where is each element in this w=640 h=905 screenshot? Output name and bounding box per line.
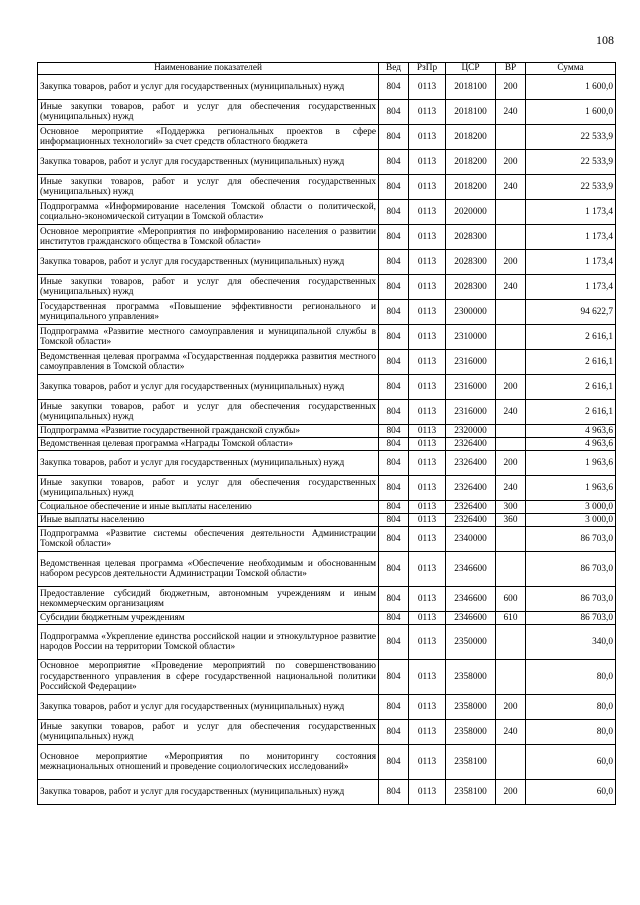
table-row <box>38 476 616 501</box>
row-ved-cell: 804 <box>379 300 409 325</box>
row-rzpr-cell: 0113 <box>409 150 446 175</box>
row-ved-cell: 804 <box>379 695 409 720</box>
table-row <box>38 695 616 720</box>
row-name-cell: Закупка товаров, работ и услуг для государственных (муниципальных) нужд <box>38 451 379 476</box>
row-vr-cell: 600 <box>496 587 526 612</box>
row-sum-cell: 4 963,6 <box>526 438 616 451</box>
table-row <box>38 514 616 527</box>
row-rzpr-cell: 0113 <box>409 514 446 527</box>
row-rzpr-cell: 0113 <box>409 527 446 552</box>
row-vr-cell: 300 <box>496 501 526 514</box>
row-csr-cell: 2326400 <box>446 501 496 514</box>
row-ved-cell: 804 <box>379 375 409 400</box>
row-csr-cell: 2300000 <box>446 300 496 325</box>
row-rzpr-cell: 0113 <box>409 425 446 438</box>
row-vr-cell: 200 <box>496 695 526 720</box>
row-sum-cell: 1 173,4 <box>526 200 616 225</box>
row-vr-cell <box>496 745 526 780</box>
row-ved-cell: 804 <box>379 75 409 100</box>
header-ved: Вед <box>379 63 409 75</box>
table-body <box>38 75 616 805</box>
row-sum-cell: 86 703,0 <box>526 612 616 625</box>
row-sum-cell: 86 703,0 <box>526 552 616 587</box>
row-name-cell: Иные закупки товаров, работ и услуг для обеспечения государственных (муниципальных) нужд <box>38 720 379 745</box>
row-rzpr-cell: 0113 <box>409 476 446 501</box>
row-ved-cell: 804 <box>379 552 409 587</box>
row-csr-cell: 2340000 <box>446 527 496 552</box>
row-rzpr-cell: 0113 <box>409 300 446 325</box>
row-name-cell: Основное мероприятие «Мероприятия по информированию населения о развитии институтов гражданского общества в Томской области» <box>38 225 379 250</box>
row-rzpr-cell: 0113 <box>409 175 446 200</box>
row-csr-cell: 2358100 <box>446 780 496 805</box>
table-row <box>38 300 616 325</box>
row-name-cell: Предоставление субсидий бюджетным, автономным учреждениям и иным некоммерческим организациям <box>38 587 379 612</box>
table-row <box>38 501 616 514</box>
row-ved-cell: 804 <box>379 612 409 625</box>
budget-table <box>37 62 616 805</box>
row-sum-cell: 80,0 <box>526 660 616 695</box>
row-rzpr-cell: 0113 <box>409 451 446 476</box>
table-row <box>38 451 616 476</box>
row-sum-cell: 80,0 <box>526 695 616 720</box>
row-rzpr-cell: 0113 <box>409 438 446 451</box>
row-sum-cell: 4 963,6 <box>526 425 616 438</box>
table-row <box>38 225 616 250</box>
row-vr-cell <box>496 438 526 451</box>
row-vr-cell: 360 <box>496 514 526 527</box>
header-sum: Сумма <box>526 63 616 75</box>
row-name-cell: Закупка товаров, работ и услуг для государственных (муниципальных) нужд <box>38 375 379 400</box>
row-name-cell: Основное мероприятие «Мероприятия по мониторингу состояния межнациональных отношений и проведение социологических исследований» <box>38 745 379 780</box>
table-row <box>38 75 616 100</box>
row-ved-cell: 804 <box>379 325 409 350</box>
row-name-cell: Закупка товаров, работ и услуг для государственных (муниципальных) нужд <box>38 780 379 805</box>
row-sum-cell: 2 616,1 <box>526 400 616 425</box>
row-name-cell: Основное мероприятие «Проведение мероприятий по совершенствованию государственного управления в сфере государственной национальной политики Российской Федерации» <box>38 660 379 695</box>
row-csr-cell: 2346600 <box>446 587 496 612</box>
row-rzpr-cell: 0113 <box>409 100 446 125</box>
row-rzpr-cell: 0113 <box>409 325 446 350</box>
row-sum-cell: 3 000,0 <box>526 514 616 527</box>
row-csr-cell: 2028300 <box>446 275 496 300</box>
row-name-cell: Подпрограмма «Информирование населения Томской области о политической, социально-экономической ситуации в Томской области» <box>38 200 379 225</box>
row-ved-cell: 804 <box>379 745 409 780</box>
row-vr-cell: 200 <box>496 780 526 805</box>
row-vr-cell: 200 <box>496 451 526 476</box>
row-csr-cell: 2326400 <box>446 476 496 501</box>
row-ved-cell: 804 <box>379 438 409 451</box>
row-ved-cell: 804 <box>379 150 409 175</box>
row-name-cell: Подпрограмма «Развитие системы обеспечения деятельности Администрации Томской области» <box>38 527 379 552</box>
row-rzpr-cell: 0113 <box>409 625 446 660</box>
row-sum-cell: 3 000,0 <box>526 501 616 514</box>
row-sum-cell: 1 173,4 <box>526 250 616 275</box>
row-ved-cell: 804 <box>379 780 409 805</box>
row-csr-cell: 2358000 <box>446 695 496 720</box>
row-csr-cell: 2346600 <box>446 612 496 625</box>
row-ved-cell: 804 <box>379 200 409 225</box>
row-rzpr-cell: 0113 <box>409 75 446 100</box>
row-vr-cell: 240 <box>496 175 526 200</box>
table-row <box>38 625 616 660</box>
header-row <box>38 63 616 75</box>
row-vr-cell <box>496 200 526 225</box>
row-name-cell: Иные закупки товаров, работ и услуг для обеспечения государственных (муниципальных) нужд <box>38 100 379 125</box>
row-rzpr-cell: 0113 <box>409 400 446 425</box>
row-rzpr-cell: 0113 <box>409 780 446 805</box>
row-vr-cell <box>496 625 526 660</box>
row-rzpr-cell: 0113 <box>409 720 446 745</box>
row-csr-cell: 2358000 <box>446 660 496 695</box>
row-vr-cell: 240 <box>496 400 526 425</box>
row-vr-cell <box>496 425 526 438</box>
row-sum-cell: 2 616,1 <box>526 375 616 400</box>
row-sum-cell: 2 616,1 <box>526 350 616 375</box>
row-rzpr-cell: 0113 <box>409 350 446 375</box>
row-csr-cell: 2020000 <box>446 200 496 225</box>
row-name-cell: Закупка товаров, работ и услуг для государственных (муниципальных) нужд <box>38 250 379 275</box>
row-csr-cell: 2316000 <box>446 350 496 375</box>
row-csr-cell: 2028300 <box>446 225 496 250</box>
row-rzpr-cell: 0113 <box>409 275 446 300</box>
row-vr-cell: 610 <box>496 612 526 625</box>
row-name-cell: Иные закупки товаров, работ и услуг для обеспечения государственных (муниципальных) нужд <box>38 175 379 200</box>
row-sum-cell: 340,0 <box>526 625 616 660</box>
row-name-cell: Субсидии бюджетным учреждениям <box>38 612 379 625</box>
row-rzpr-cell: 0113 <box>409 250 446 275</box>
row-ved-cell: 804 <box>379 175 409 200</box>
row-sum-cell: 1 963,6 <box>526 451 616 476</box>
row-sum-cell: 86 703,0 <box>526 587 616 612</box>
row-csr-cell: 2326400 <box>446 514 496 527</box>
row-csr-cell: 2326400 <box>446 451 496 476</box>
row-ved-cell: 804 <box>379 125 409 150</box>
row-sum-cell: 1 600,0 <box>526 100 616 125</box>
row-csr-cell: 2316000 <box>446 400 496 425</box>
table-row <box>38 200 616 225</box>
row-rzpr-cell: 0113 <box>409 660 446 695</box>
row-sum-cell: 60,0 <box>526 780 616 805</box>
row-ved-cell: 804 <box>379 350 409 375</box>
row-vr-cell <box>496 300 526 325</box>
row-rzpr-cell: 0113 <box>409 225 446 250</box>
row-vr-cell <box>496 660 526 695</box>
row-vr-cell <box>496 325 526 350</box>
row-vr-cell: 200 <box>496 375 526 400</box>
row-vr-cell: 200 <box>496 75 526 100</box>
row-csr-cell: 2350000 <box>446 625 496 660</box>
row-csr-cell: 2310000 <box>446 325 496 350</box>
row-csr-cell: 2028300 <box>446 250 496 275</box>
row-vr-cell: 240 <box>496 275 526 300</box>
table-row <box>38 745 616 780</box>
table-row <box>38 275 616 300</box>
row-ved-cell: 804 <box>379 514 409 527</box>
row-sum-cell: 2 616,1 <box>526 325 616 350</box>
row-ved-cell: 804 <box>379 527 409 552</box>
row-ved-cell: 804 <box>379 501 409 514</box>
row-vr-cell <box>496 527 526 552</box>
row-name-cell: Ведомственная целевая программа «Обеспечение необходимым и обоснованным набором ресурсов деятельности Администрации Томской области» <box>38 552 379 587</box>
page-number: 108 <box>596 33 614 47</box>
row-ved-cell: 804 <box>379 587 409 612</box>
row-sum-cell: 22 533,9 <box>526 125 616 150</box>
table-row <box>38 175 616 200</box>
table-row <box>38 325 616 350</box>
row-rzpr-cell: 0113 <box>409 501 446 514</box>
row-name-cell: Иные закупки товаров, работ и услуг для обеспечения государственных (муниципальных) нужд <box>38 400 379 425</box>
row-csr-cell: 2358000 <box>446 720 496 745</box>
row-name-cell: Подпрограмма «Укрепление единства российской нации и этнокультурное развитие народов России на территории Томской области» <box>38 625 379 660</box>
row-name-cell: Основное мероприятие «Поддержка региональных проектов в сфере информационных технологий» за счет средств областного бюджета <box>38 125 379 150</box>
row-name-cell: Закупка товаров, работ и услуг для государственных (муниципальных) нужд <box>38 695 379 720</box>
table-row <box>38 100 616 125</box>
row-sum-cell: 1 173,4 <box>526 275 616 300</box>
row-sum-cell: 22 533,9 <box>526 175 616 200</box>
header-rzpr: РзПр <box>409 63 446 75</box>
table-row <box>38 720 616 745</box>
table-row <box>38 660 616 695</box>
row-sum-cell: 22 533,9 <box>526 150 616 175</box>
row-ved-cell: 804 <box>379 400 409 425</box>
row-name-cell: Социальное обеспечение и иные выплаты населению <box>38 501 379 514</box>
row-csr-cell: 2018200 <box>446 175 496 200</box>
row-vr-cell: 200 <box>496 250 526 275</box>
row-ved-cell: 804 <box>379 451 409 476</box>
row-rzpr-cell: 0113 <box>409 587 446 612</box>
row-csr-cell: 2320000 <box>446 425 496 438</box>
row-sum-cell: 94 622,7 <box>526 300 616 325</box>
header-name: Наименование показателей <box>38 63 379 75</box>
table-row <box>38 400 616 425</box>
table-row <box>38 780 616 805</box>
row-sum-cell: 80,0 <box>526 720 616 745</box>
row-name-cell: Подпрограмма «Развитие государственной гражданской службы» <box>38 425 379 438</box>
table-row <box>38 150 616 175</box>
row-ved-cell: 804 <box>379 660 409 695</box>
row-vr-cell: 200 <box>496 150 526 175</box>
table-row <box>38 587 616 612</box>
row-name-cell: Закупка товаров, работ и услуг для государственных (муниципальных) нужд <box>38 75 379 100</box>
row-csr-cell: 2018200 <box>446 125 496 150</box>
row-ved-cell: 804 <box>379 720 409 745</box>
row-ved-cell: 804 <box>379 100 409 125</box>
row-csr-cell: 2018200 <box>446 150 496 175</box>
row-rzpr-cell: 0113 <box>409 612 446 625</box>
row-ved-cell: 804 <box>379 476 409 501</box>
row-sum-cell: 1 963,6 <box>526 476 616 501</box>
row-rzpr-cell: 0113 <box>409 125 446 150</box>
row-csr-cell: 2358100 <box>446 745 496 780</box>
table-row <box>38 527 616 552</box>
row-name-cell: Ведомственная целевая программа «Награды Томской области» <box>38 438 379 451</box>
row-csr-cell: 2316000 <box>446 375 496 400</box>
row-vr-cell <box>496 125 526 150</box>
row-name-cell: Государственная программа «Повышение эффективности регионального и муниципального управления» <box>38 300 379 325</box>
table-row <box>38 438 616 451</box>
row-vr-cell <box>496 350 526 375</box>
table-row <box>38 375 616 400</box>
row-name-cell: Иные выплаты населению <box>38 514 379 527</box>
row-sum-cell: 1 600,0 <box>526 75 616 100</box>
row-rzpr-cell: 0113 <box>409 695 446 720</box>
row-name-cell: Иные закупки товаров, работ и услуг для обеспечения государственных (муниципальных) нужд <box>38 476 379 501</box>
row-rzpr-cell: 0113 <box>409 200 446 225</box>
row-name-cell: Подпрограмма «Развитие местного самоуправления и муниципальной службы в Томской области» <box>38 325 379 350</box>
table-row <box>38 425 616 438</box>
row-ved-cell: 804 <box>379 275 409 300</box>
row-ved-cell: 804 <box>379 250 409 275</box>
row-csr-cell: 2018100 <box>446 100 496 125</box>
row-ved-cell: 804 <box>379 625 409 660</box>
row-csr-cell: 2346600 <box>446 552 496 587</box>
row-vr-cell <box>496 552 526 587</box>
row-name-cell: Иные закупки товаров, работ и услуг для обеспечения государственных (муниципальных) нужд <box>38 275 379 300</box>
row-ved-cell: 804 <box>379 425 409 438</box>
table-row <box>38 250 616 275</box>
row-rzpr-cell: 0113 <box>409 745 446 780</box>
table-row <box>38 612 616 625</box>
row-sum-cell: 1 173,4 <box>526 225 616 250</box>
row-vr-cell <box>496 225 526 250</box>
row-sum-cell: 60,0 <box>526 745 616 780</box>
row-vr-cell: 240 <box>496 476 526 501</box>
row-name-cell: Ведомственная целевая программа «Государственная поддержка развития местного самоуправления в Томской области» <box>38 350 379 375</box>
row-rzpr-cell: 0113 <box>409 375 446 400</box>
header-vr: ВР <box>496 63 526 75</box>
table-row <box>38 125 616 150</box>
row-ved-cell: 804 <box>379 225 409 250</box>
row-sum-cell: 86 703,0 <box>526 527 616 552</box>
row-vr-cell: 240 <box>496 720 526 745</box>
row-name-cell: Закупка товаров, работ и услуг для государственных (муниципальных) нужд <box>38 150 379 175</box>
header-csr: ЦСР <box>446 63 496 75</box>
row-vr-cell: 240 <box>496 100 526 125</box>
table-row <box>38 552 616 587</box>
row-csr-cell: 2326400 <box>446 438 496 451</box>
table-row <box>38 350 616 375</box>
row-rzpr-cell: 0113 <box>409 552 446 587</box>
row-csr-cell: 2018100 <box>446 75 496 100</box>
